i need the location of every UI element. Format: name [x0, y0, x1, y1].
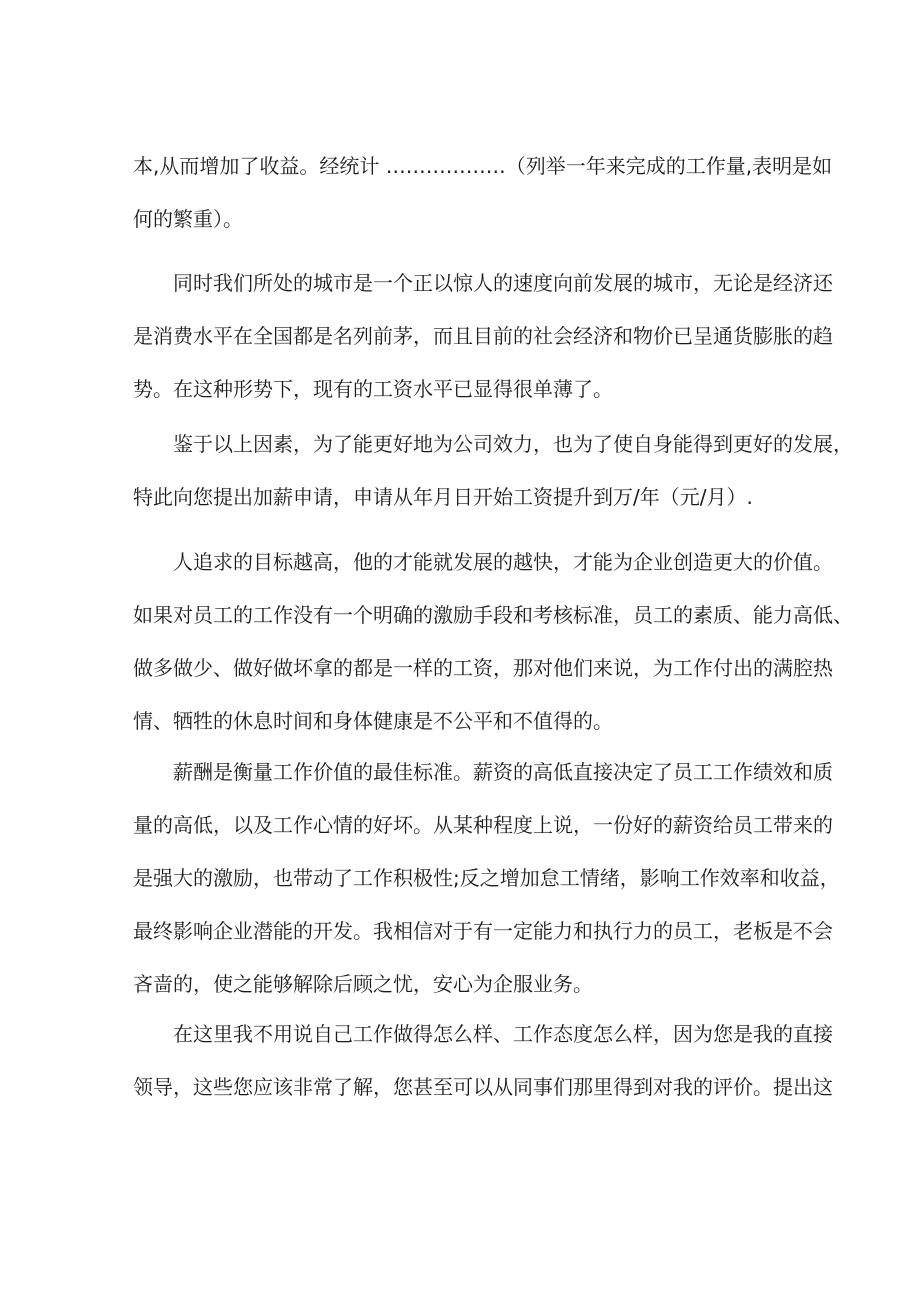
paragraph-line: 吝啬的，使之能够解除后顾之忧，安心为企服业务。 [133, 972, 593, 996]
paragraph-line: 鉴于以上因素，为了能更好地为公司效力，也为了使自身能得到更好的发展， [173, 432, 853, 456]
paragraph-line: 在这里我不用说自己工作做得怎么样、工作态度怎么样，因为您是我的直接 [173, 1022, 833, 1046]
paragraph-line: 量的高低，以及工作心情的好坏。从某种程度上说，一份好的薪资给员工带来的 [133, 813, 833, 837]
paragraph-4 [133, 536, 853, 748]
paragraph-line: 薪酬是衡量工作价值的最佳标准。薪资的高低直接决定了员工工作绩效和质 [173, 760, 833, 784]
paragraph-line: 如果对员工的工作没有一个明确的激励手段和考核标准，员工的素质、能力高低、 [133, 603, 853, 627]
paragraph-line: 势。在这种形势下，现有的工资水平已显得很单薄了。 [133, 377, 613, 401]
paragraph-1 [133, 140, 833, 246]
paragraph-line: 特此向您提出加薪申请，申请从年月日开始工资提升到万/年（元/月）. [133, 485, 753, 509]
paragraph-2 [133, 257, 833, 416]
paragraph-line: 情、牺牲的休息时间和身体健康是不公平和不值得的。 [133, 709, 613, 733]
paragraph-5 [133, 746, 840, 1011]
paragraph-line: 人追求的目标越高，他的才能就发展的越快，才能为企业创造更大的价值。 [173, 550, 833, 574]
paragraph-line: 做多做少、做好做坏拿的都是一样的工资，那对他们来说，为工作付出的满腔热 [133, 656, 833, 680]
paragraph-line: 领导，这些您应该非常了解，您甚至可以从同事们那里得到对我的评价。提出这 [133, 1075, 833, 1099]
paragraph-6 [133, 1008, 833, 1114]
paragraph-3 [133, 418, 853, 524]
paragraph-line: 同时我们所处的城市是一个正以惊人的速度向前发展的城市，无论是经济还 [173, 271, 833, 295]
paragraph-line: 何的繁重）。 [133, 207, 243, 231]
paragraph-line: 最终影响企业潜能的开发。我相信对于有一定能力和执行力的员工，老板是不会 [133, 919, 833, 943]
paragraph-line: 本,从而增加了收益。经统计 ………………（列举一年来完成的工作量,表明是如 [133, 154, 833, 178]
paragraph-line: 是消费水平在全国都是名列前茅，而且目前的社会经济和物价已呈通货膨胀的趋 [133, 324, 833, 348]
paragraph-line: 是强大的激励，也带动了工作积极性;反之增加怠工情绪，影响工作效率和收益， [133, 866, 840, 890]
